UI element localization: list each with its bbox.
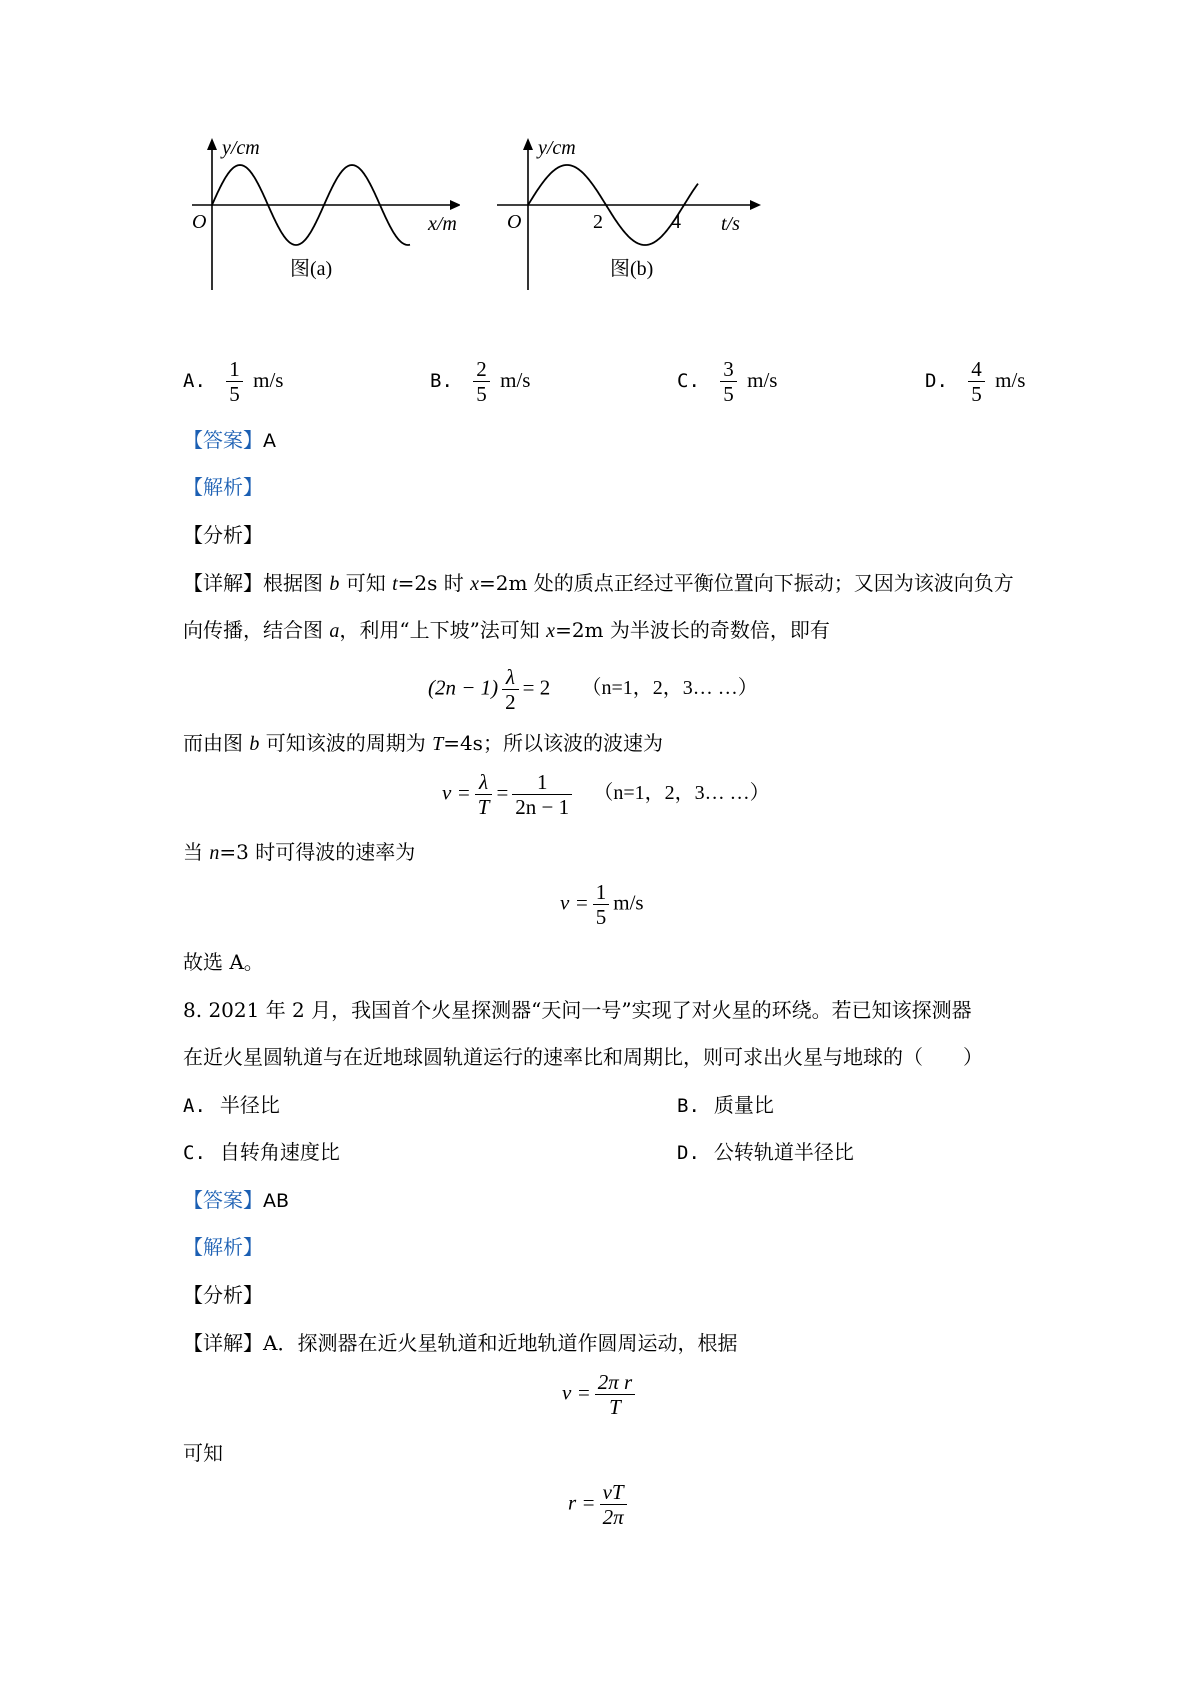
q7-analysis-tag: 【解析】	[183, 475, 263, 499]
q8-option-a[interactable]: A. 半径比	[183, 1093, 280, 1117]
figure-caption: 图(a)	[290, 258, 333, 280]
q8-analysis-tag: 【解析】	[183, 1235, 263, 1259]
q7-answer	[183, 430, 276, 451]
y-axis-label: y/cm	[222, 137, 260, 159]
q7-detail-line-1: 【详解】根据图 b 可知 t=2s 时 x=2m 处的质点正经过平衡位置向下振动；又因为该波向负方	[183, 571, 1014, 595]
option-fraction: $\frac{4}{5}$	[968, 357, 985, 406]
answer-tag: 【答案】	[183, 1188, 263, 1212]
q7-equation-2: v = $\frac{\lambda}{T}$ = $\frac{1}{2n - 1}$ （n=1，2，3… …）	[442, 770, 770, 820]
q7-option-c[interactable]	[677, 357, 777, 406]
y-axis-arrow	[207, 138, 217, 150]
q8-fenxi-tag: 【分析】	[183, 1283, 263, 1307]
y-axis-label: y/cm	[538, 137, 576, 159]
tick-label-4: 4	[671, 211, 681, 233]
y-axis-arrow	[523, 138, 533, 150]
answer-value: A	[263, 430, 276, 452]
t-axis-label: t/s	[721, 213, 740, 235]
option-letter: C.	[677, 370, 700, 393]
q8-detail-line-1: 【详解】A．探测器在近火星轨道和近地轨道作圆周运动，根据	[183, 1331, 738, 1355]
option-letter: A.	[183, 370, 206, 393]
option-letter: B.	[430, 370, 453, 393]
option-unit: m/s	[995, 368, 1026, 393]
q7-equation-3: v = $\frac{1}{5}$ m/s	[560, 880, 644, 930]
answer-tag: 【答案】	[183, 428, 263, 452]
option-unit: m/s	[747, 368, 778, 393]
q8-option-b[interactable]: B. 质量比	[677, 1093, 774, 1117]
origin-label: O	[192, 211, 207, 233]
q7-option-d[interactable]	[925, 357, 1025, 406]
q7-option-b[interactable]	[430, 357, 530, 406]
answer-value: AB	[263, 1190, 290, 1212]
q7-fenxi-tag: 【分析】	[183, 523, 263, 547]
q8-equation-1: v = $\frac{\text{2π r}}{T}$	[562, 1370, 639, 1419]
q8-equation-2: r = $\frac{vT}{2\pi}$	[568, 1480, 631, 1529]
option-fraction: $\frac{2}{5}$	[473, 357, 490, 406]
option-fraction: $\frac{1}{5}$	[226, 357, 243, 406]
option-unit: m/s	[253, 368, 284, 393]
origin-label: O	[507, 211, 522, 233]
option-letter: D.	[925, 370, 948, 393]
q7-option-a[interactable]	[183, 357, 283, 406]
detail-tag: 【详解】	[183, 571, 263, 595]
figure-a	[180, 130, 460, 315]
t-axis-arrow	[750, 200, 761, 210]
figure-caption: 图(b)	[610, 258, 654, 280]
x-axis-arrow	[450, 200, 460, 210]
figure-b	[485, 130, 765, 315]
q8-kezhi: 可知	[183, 1441, 223, 1465]
q7-period-line: 而由图 b 可知该波的周期为 T=4s；所以该波的波速为	[183, 731, 663, 755]
q8-stem-line-2: 在近火星圆轨道与在近地球圆轨道运行的速率比和周期比，则可求出火星与地球的（ ）	[183, 1045, 983, 1069]
q7-conclusion: 故选 A。	[183, 950, 264, 974]
q7-n3-line: 当 n=3 时可得波的速率为	[183, 840, 416, 864]
q8-option-c[interactable]: C. 自转角速度比	[183, 1140, 340, 1164]
q7-equation-1: (2n − 1) $\frac{\lambda}{2}$ = 2 （n=1，2，3… …）	[428, 665, 758, 715]
option-unit: m/s	[500, 368, 531, 393]
option-fraction: $\frac{3}{5}$	[720, 357, 737, 406]
q8-answer	[183, 1190, 289, 1211]
q8-option-d[interactable]: D. 公转轨道半径比	[677, 1140, 854, 1164]
detail-tag: 【详解】	[183, 1331, 263, 1355]
q7-detail-line-2: 向传播，结合图 a，利用“上下坡”法可知 x=2m 为半波长的奇数倍，即有	[183, 618, 830, 642]
q8-stem-line-1: 8. 2021 年 2 月，我国首个火星探测器“天问一号”实现了对火星的环绕。若已知该探测器	[183, 998, 972, 1022]
x-axis-label: x/m	[428, 213, 457, 235]
tick-label-2: 2	[593, 211, 603, 233]
